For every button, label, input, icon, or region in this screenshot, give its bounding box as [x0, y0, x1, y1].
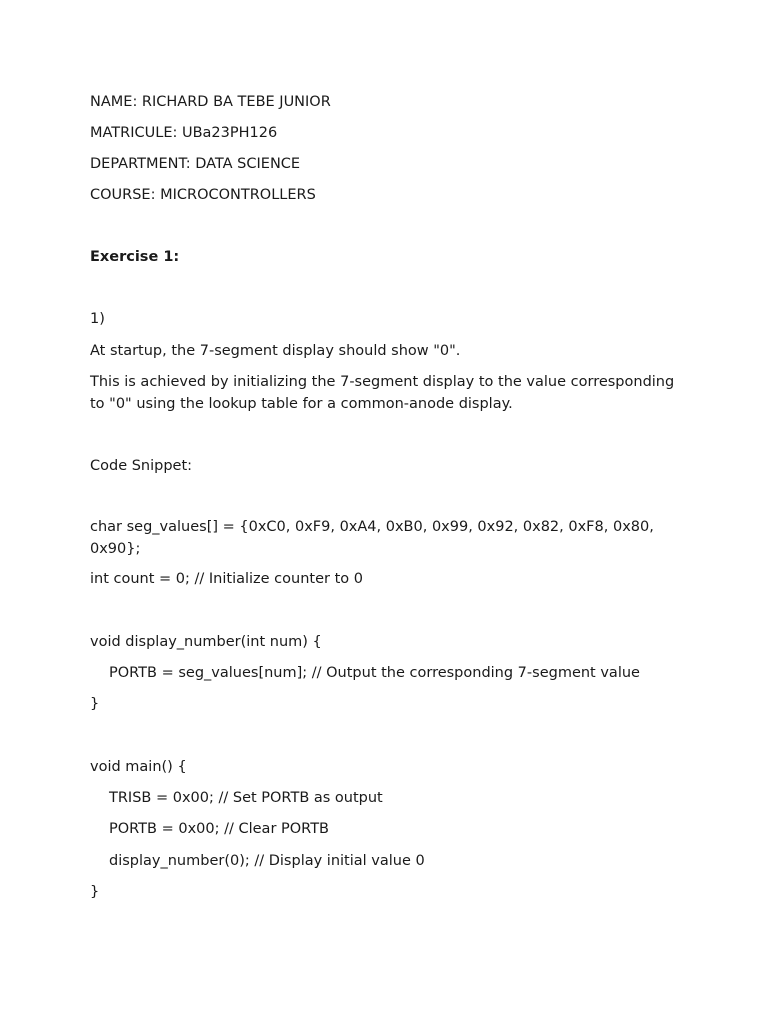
- matricule: MATRICULE: UBa23PH126: [90, 125, 278, 141]
- exercise-title: Exercise 1:: [90, 249, 180, 265]
- code-line-main: void main() {: [90, 759, 187, 775]
- student-name: NAME: RICHARD BA TEBE JUNIOR: [90, 94, 331, 110]
- department: DEPARTMENT: DATA SCIENCE: [90, 156, 301, 172]
- code-line-trisb: TRISB = 0x00; // Set PORTB as output: [109, 790, 383, 806]
- code-line-main-close-brace: }: [90, 884, 100, 900]
- code-line-seg-values: char seg_values[] = {0xC0, 0xF9, 0xA4, 0xB0, 0x99, 0x92, 0x82, 0xF8, 0x80, 0x90};: [90, 519, 654, 557]
- question-number: 1): [90, 311, 105, 327]
- course: COURSE: MICROCONTROLLERS: [90, 187, 316, 203]
- paragraph-explanation: This is achieved by initializing the 7-segment display to the value corresponding to "0" using the lookup table for a common-anode display.: [90, 374, 675, 412]
- code-line-display-function: void display_number(int num) {: [90, 634, 322, 650]
- code-snippet-label: Code Snippet:: [90, 458, 193, 474]
- paragraph-startup: At startup, the 7-segment display should show "0".: [90, 343, 461, 359]
- code-line-display-call: display_number(0); // Display initial value 0: [109, 853, 425, 869]
- code-line-close-brace: }: [90, 696, 100, 712]
- code-line-count: int count = 0; // Initialize counter to 0: [90, 571, 363, 587]
- code-line-portb-clear: PORTB = 0x00; // Clear PORTB: [109, 821, 329, 837]
- code-line-portb-output: PORTB = seg_values[num]; // Output the corresponding 7-segment value: [109, 665, 640, 681]
